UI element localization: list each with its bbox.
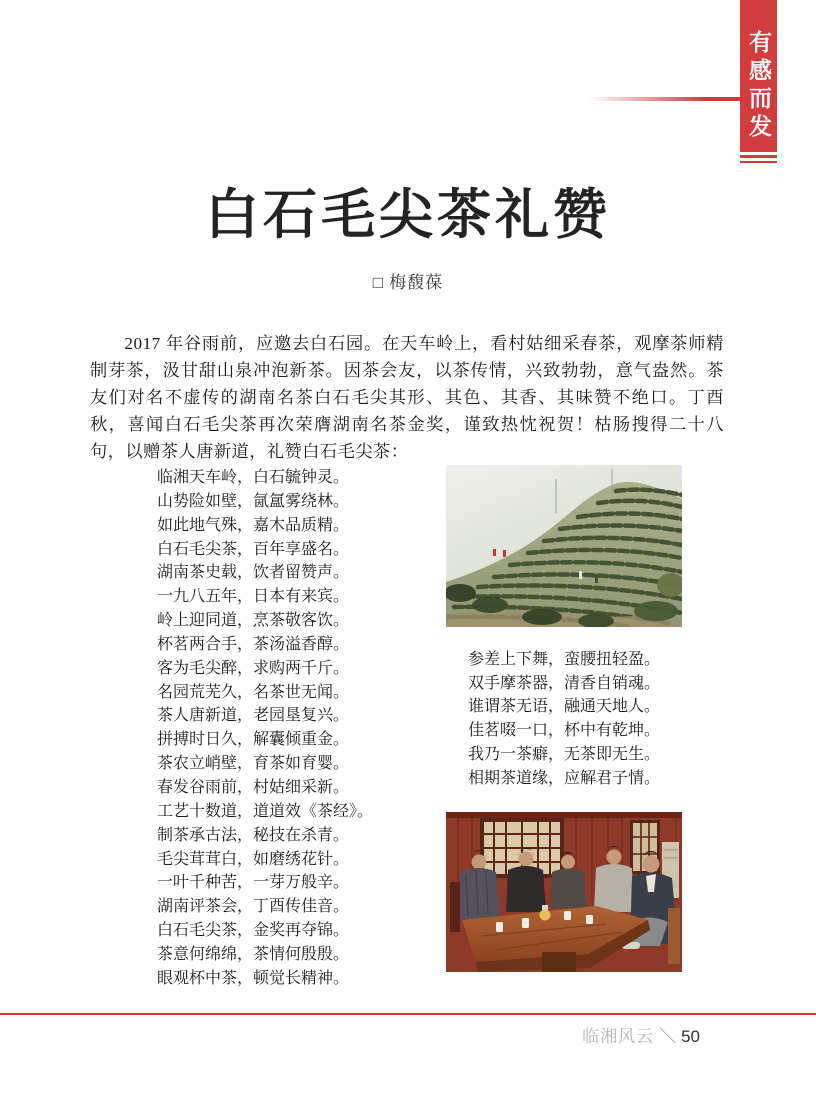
- tea-mountain-photo: [446, 465, 682, 627]
- poem-line: 杯茗两合手，茶汤溢香醇。: [157, 635, 350, 653]
- poem-line: 一叶千种苦，一芽万般辛。: [157, 874, 350, 892]
- poem-line: 岭上迎同道，烹茶敬客饮。: [157, 612, 350, 630]
- banner-accent-line: [588, 97, 740, 101]
- poem-line: 春发谷雨前，村姑细采新。: [157, 778, 350, 796]
- poem-line: 白石毛尖茶，百年享盛名。: [157, 540, 350, 558]
- magazine-name: 临湘风云: [582, 1027, 655, 1046]
- banner-underline-bar-2: [740, 161, 777, 163]
- banner-underline-bar-1: [740, 155, 777, 158]
- section-banner: [740, 0, 777, 152]
- poem-line: 白石毛尖茶，金奖再夺锦。: [157, 922, 350, 940]
- poem-line: 毛尖茸茸白，如磨绣花针。: [157, 850, 350, 868]
- poem-column-left: [157, 466, 373, 991]
- poem-line: 佳茗啜一口，杯中有乾坤。: [468, 722, 661, 740]
- poem-line: 客为毛尖醉，求购两千斤。: [157, 659, 350, 677]
- poem-line: 山势险如壁，氤氲雾绕林。: [157, 492, 350, 510]
- poem-line: 工艺十数道，道道效《茶经》。: [157, 802, 374, 820]
- poem-line: 相期茶道缘，应解君子情。: [468, 769, 661, 787]
- poem-line: 我乃一茶癖，无茶即无生。: [468, 745, 661, 763]
- page-footer: [582, 1022, 700, 1047]
- poem-line: 湖南茶史载，饮者留赞声。: [157, 564, 350, 582]
- poem-line: 一九八五年，日本有来宾。: [157, 588, 350, 606]
- page-number: 50: [681, 1027, 700, 1046]
- poem-line: 如此地气殊，嘉木品质精。: [157, 516, 350, 534]
- poem-line: 临湘天车岭，白石毓钟灵。: [157, 469, 350, 486]
- article-title: 白石毛尖茶礼赞: [205, 182, 611, 246]
- poem-column-right: [468, 648, 660, 790]
- poem-line: 茶意何绵绵，茶情何殷殷。: [157, 945, 350, 963]
- poem-line: 制茶承古法，秘技在杀青。: [157, 826, 350, 844]
- poem-line: 湖南评茶会，丁酉传佳音。: [157, 898, 350, 916]
- tea-gathering-illustration: [446, 812, 682, 972]
- poem-line: 双手摩茶器，清香自销魂。: [468, 674, 661, 692]
- banner-calligraphy-text: 有感而发: [745, 30, 772, 142]
- poem-line: 名园荒芜久，名茶世无闻。: [157, 683, 350, 701]
- poem-line: 参差上下舞，蛮腰扭轻盈。: [468, 651, 661, 668]
- intro-paragraph: 2017 年谷雨前，应邀去白石园。在天车岭上，看村姑细采春茶，观摩茶师精制芽茶，汲甘甜山泉冲泡新茶。因茶会友，以茶传情，兴致勃勃，意气盎然。茶友们对名不虚传的湖南名茶白石毛尖其形、其色、其香、其味赞不绝口。丁酉秋，喜闻白石毛尖茶再次荣膺湖南名茶金奖，谨致热忱祝贺！枯肠搜得二十八句，以赠茶人唐新道，礼赞白石毛尖茶：: [90, 334, 724, 461]
- poem-line: 谁谓茶无语，融通天地人。: [468, 698, 661, 716]
- poem-line: 眼观杯中茶，顿觉长精神。: [157, 969, 350, 987]
- tea-gathering-photo: [446, 812, 682, 972]
- footer-separator-icon: ＼: [659, 1027, 677, 1046]
- poem-line: 茶农立峭壁，育茶如育婴。: [157, 755, 350, 773]
- footer-rule: [0, 1013, 816, 1015]
- poem-line: 拼搏时日久，解囊倾重金。: [157, 731, 350, 749]
- poem-line: 茶人唐新道，老园垦复兴。: [157, 707, 350, 725]
- author-byline: □ 梅馥葆: [372, 273, 444, 292]
- tea-mountain-illustration: [446, 465, 682, 627]
